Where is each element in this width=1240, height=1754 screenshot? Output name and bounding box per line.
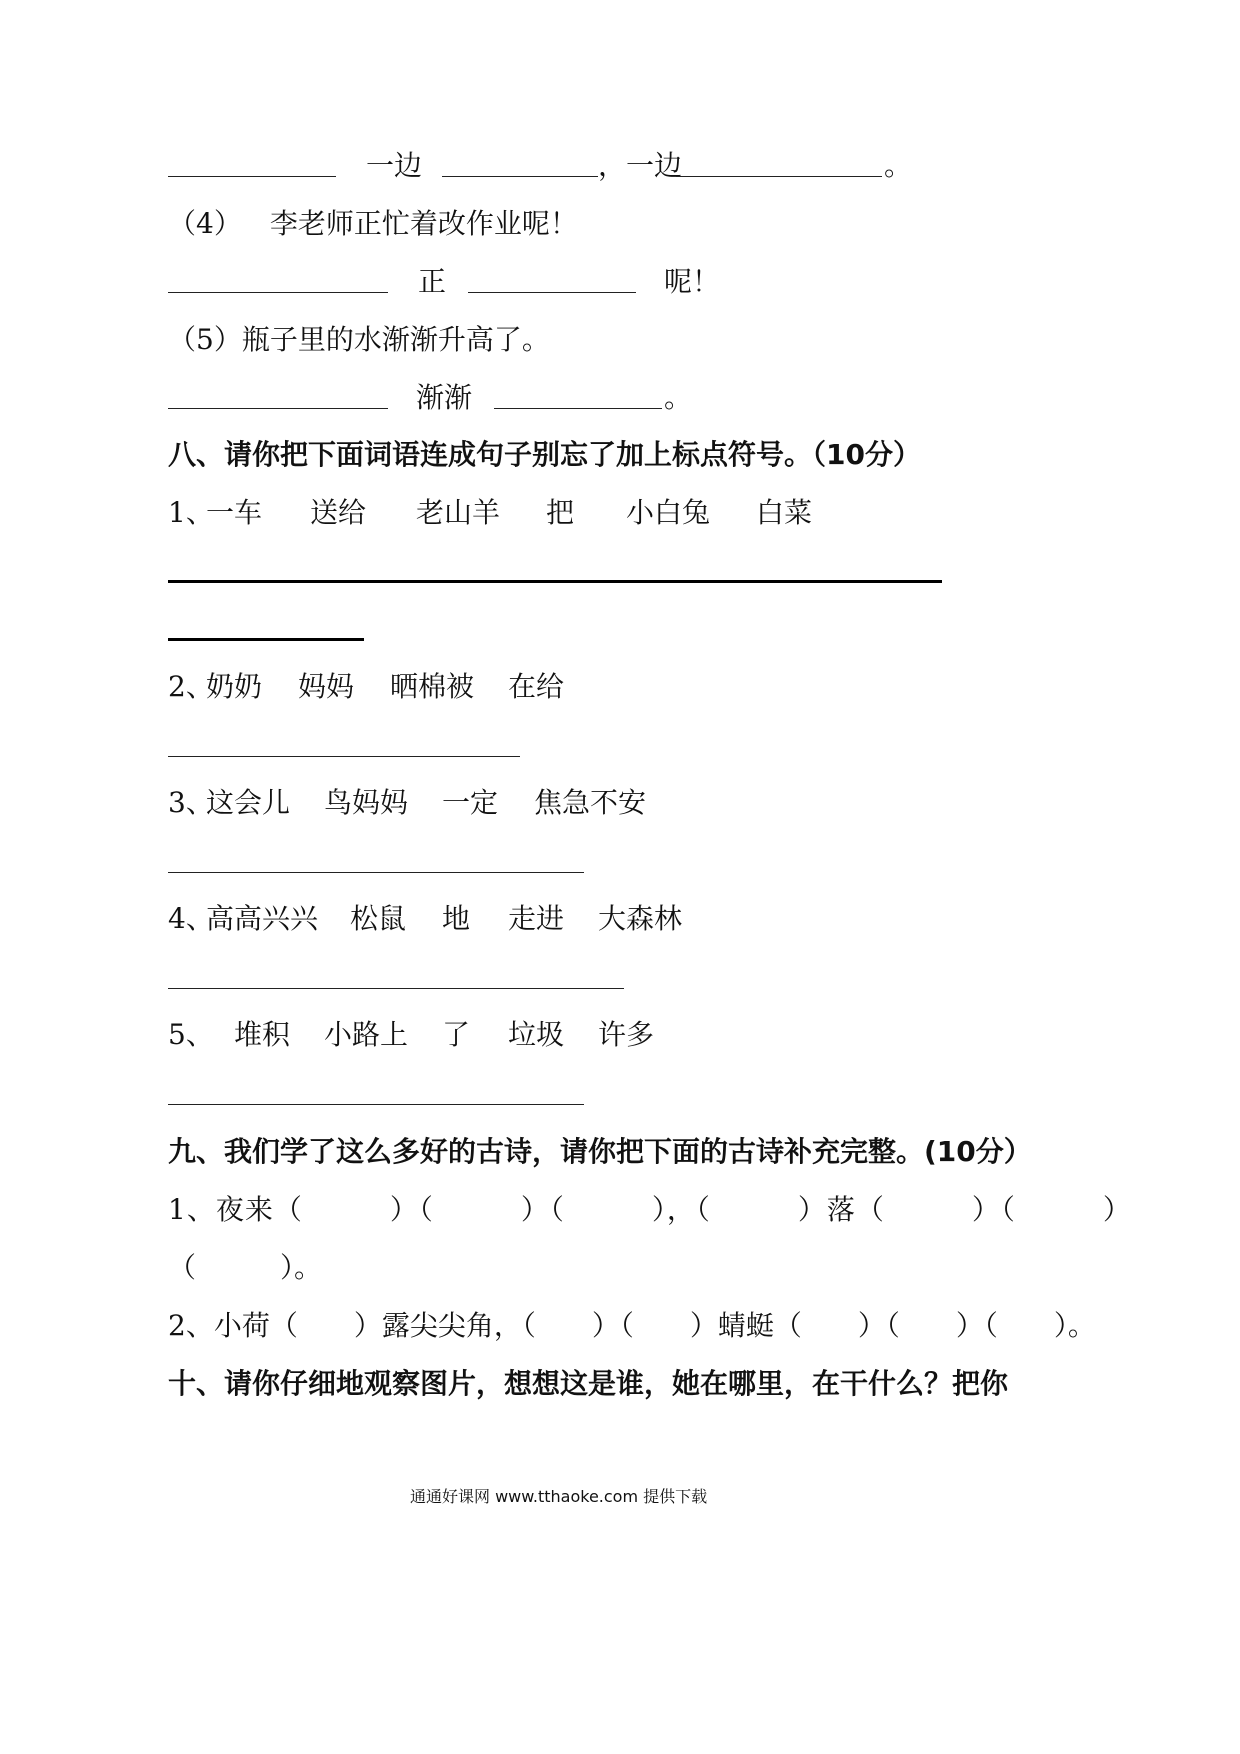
answer-blank[interactable] — [168, 176, 336, 177]
item-number: 3、 — [168, 786, 214, 819]
answer-line[interactable] — [168, 580, 942, 583]
word-tile: 垃圾 — [508, 1018, 565, 1051]
rewrite-end-punct: 。 — [884, 149, 913, 182]
word-tile: 在给 — [508, 670, 565, 703]
answer-line[interactable] — [168, 1104, 584, 1105]
word-tile: 把 — [546, 496, 575, 529]
word-tile: 奶奶 — [206, 670, 263, 703]
item-number: 1、 — [168, 496, 214, 529]
answer-line[interactable] — [168, 638, 364, 641]
word-tile: 堆积 — [234, 1018, 291, 1051]
answer-blank[interactable] — [494, 408, 662, 409]
word-tile: 走进 — [508, 902, 565, 935]
word-tile: 白菜 — [756, 496, 813, 529]
poem-line-1-cont: （ ）。 — [168, 1251, 323, 1284]
word-tile: 许多 — [598, 1018, 655, 1051]
answer-blank[interactable] — [442, 176, 598, 177]
word-tile: 松鼠 — [350, 902, 407, 935]
answer-line[interactable] — [168, 988, 624, 989]
prompt-sentence-4 — [168, 204, 578, 244]
word-tile: 了 — [442, 1018, 471, 1051]
word-tile: 鸟妈妈 — [324, 786, 409, 819]
section-8-heading: 八、请你把下面词语连成句子别忘了加上标点符号。（10分） — [168, 438, 921, 471]
answer-blank[interactable] — [168, 292, 388, 293]
rewrite-keyword: 渐渐 — [416, 381, 473, 414]
word-tile: 一车 — [206, 496, 263, 529]
word-tile: 小路上 — [324, 1018, 409, 1051]
word-tile: 老山羊 — [416, 496, 501, 529]
rewrite-keyword: 一边 — [366, 149, 423, 182]
rewrite-keyword: ，一边 — [598, 149, 683, 182]
item-number: （4） — [168, 207, 242, 240]
poem-line-1: 1、夜来（ ）（ ）（ ），（ ）落（ ）（ ） — [168, 1193, 1132, 1226]
word-tile: 晒棉被 — [390, 670, 475, 703]
word-tile: 这会儿 — [206, 786, 291, 819]
word-tile: 大森林 — [598, 902, 683, 935]
answer-blank[interactable] — [468, 292, 636, 293]
section-10-heading: 十、请你仔细地观察图片，想想这是谁，她在哪里，在干什么？把你 — [168, 1367, 1009, 1400]
word-tile: 焦急不安 — [534, 786, 647, 819]
sentence-text: 李老师正忙着改作业呢！ — [269, 207, 578, 240]
rewrite-end-punct: 。 — [664, 381, 693, 414]
answer-line[interactable] — [168, 756, 520, 757]
word-tile: 地 — [442, 902, 471, 935]
word-tile: 高高兴兴 — [206, 902, 319, 935]
rewrite-keyword: 正 — [418, 265, 447, 298]
answer-blank[interactable] — [676, 176, 882, 177]
word-tile: 一定 — [442, 786, 499, 819]
page-footer: 通通好课网 www.tthaoke.com 提供下载 — [410, 1487, 708, 1506]
item-number: 2、 — [168, 670, 214, 703]
item-number: 4、 — [168, 902, 214, 935]
word-tile: 妈妈 — [298, 670, 355, 703]
answer-line[interactable] — [168, 872, 584, 873]
item-number: 5、 — [168, 1018, 214, 1051]
answer-blank[interactable] — [168, 408, 388, 409]
rewrite-end-punct: 呢！ — [664, 265, 721, 298]
word-tile: 送给 — [310, 496, 367, 529]
poem-line-2: 2、小荷（ ）露尖尖角，（ ）（ ）蜻蜓（ ）（ ）（ ）。 — [168, 1309, 1096, 1342]
section-9-heading: 九、我们学了这么多好的古诗，请你把下面的古诗补充完整。(10分） — [168, 1135, 1032, 1168]
prompt-sentence-5: （5）瓶子里的水渐渐升高了。 — [168, 323, 550, 356]
word-tile: 小白兔 — [626, 496, 711, 529]
